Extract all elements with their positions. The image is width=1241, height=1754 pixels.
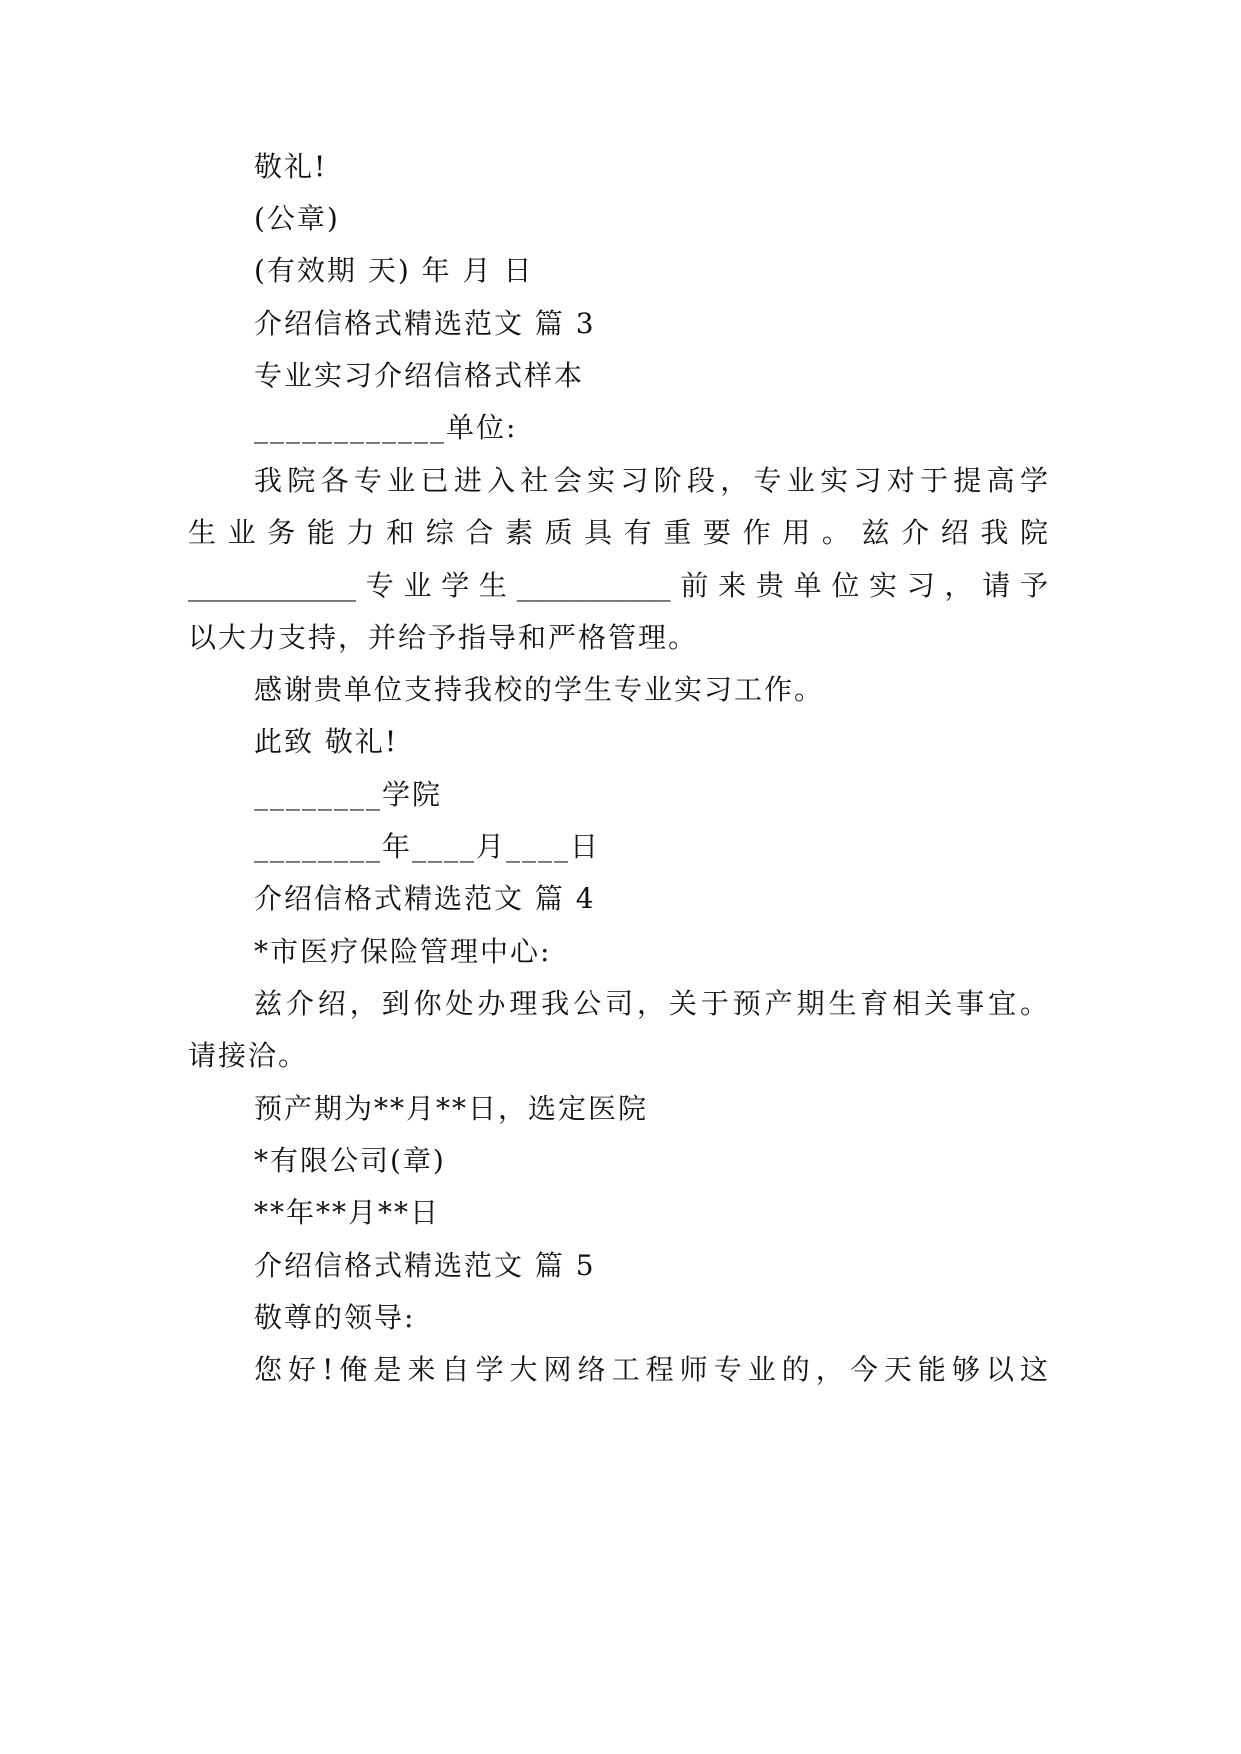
salutation-line: 敬尊的领导: [254, 1301, 416, 1334]
section-heading-3: 介绍信格式精选范文 篇 3 [254, 307, 596, 340]
due-date-line: 预产期为**月**日，选定医院 [254, 1092, 649, 1125]
body-paragraph-line: 兹介绍，到你处办理我公司，关于预产期生育相关事宜。 [254, 987, 1048, 1020]
section-heading-4: 介绍信格式精选范文 篇 4 [254, 882, 596, 915]
official-seal-label: (公章) [254, 202, 340, 235]
company-seal-line: *有限公司(章) [254, 1144, 446, 1177]
section-heading-5: 介绍信格式精选范文 篇 5 [254, 1249, 596, 1282]
thanks-line: 感谢贵单位支持我校的学生专业实习工作。 [254, 673, 825, 706]
body-paragraph-line: 您好!俺是来自学大网络工程师专业的，今天能够以这 [254, 1353, 1048, 1386]
body-paragraph-line: ____________专业学生___________前来贵单位实习，请予 [188, 569, 1048, 602]
body-paragraph-line: 生业务能力和综合素质具有重要作用。兹介绍我院 [188, 516, 1048, 549]
recipient-unit-line: ____________单位: [254, 411, 518, 444]
date-blank-line: ________年____月____日 [254, 830, 601, 863]
sample-title: 专业实习介绍信格式样本 [254, 359, 585, 392]
closing-salute: 敬礼! [254, 150, 328, 183]
body-paragraph-line: 我院各专业已进入社会实习阶段，专业实习对于提高学 [254, 464, 1048, 497]
recipient-line: *市医疗保险管理中心: [254, 935, 552, 968]
closing-salute: 此致 敬礼! [254, 725, 399, 758]
body-paragraph-line: 以大力支持，并给予指导和严格管理。 [188, 621, 699, 654]
date-line: **年**月**日 [254, 1196, 441, 1229]
body-paragraph-line: 请接洽。 [188, 1039, 309, 1072]
validity-date-line: (有效期 天) 年 月 日 [254, 254, 534, 287]
college-signature-line: ________学院 [254, 778, 443, 811]
